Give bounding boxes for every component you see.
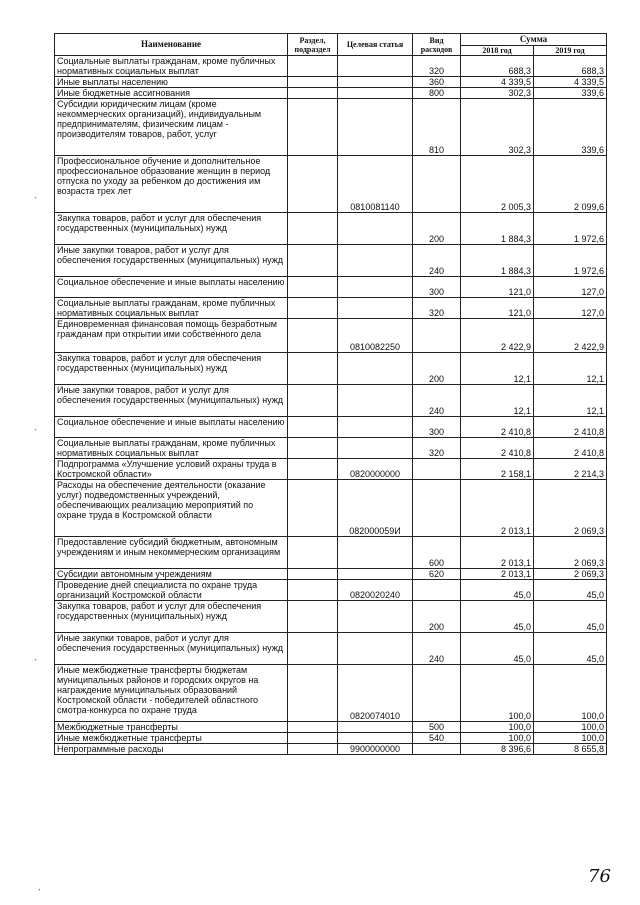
- cell-name: Социальное обеспечение и иные выплаты населению: [55, 277, 288, 298]
- cell-s18: 4 339,5: [461, 77, 534, 88]
- cell-s18: 2 410,8: [461, 417, 534, 438]
- cell-s19: 2 069,3: [534, 569, 607, 580]
- cell-s18: 2 013,1: [461, 569, 534, 580]
- cell-vid: [413, 580, 461, 601]
- table-row: [55, 480, 607, 537]
- cell-vid: 200: [413, 213, 461, 245]
- cell-name: Социальные выплаты гражданам, кроме публичных нормативных социальных выплат: [55, 298, 288, 319]
- cell-vid: 240: [413, 245, 461, 277]
- cell-s18: 12,1: [461, 385, 534, 417]
- cell-s19: 2 214,3: [534, 459, 607, 480]
- header-section: Раздел, подраздел: [288, 34, 338, 56]
- cell-vid: [413, 459, 461, 480]
- cell-s19: 8 655,8: [534, 744, 607, 755]
- cell-vid: [413, 156, 461, 213]
- cell-s18: 1 884,3: [461, 245, 534, 277]
- table-row: [55, 417, 607, 438]
- cell-name: Иные межбюджетные трансферты: [55, 733, 288, 744]
- cell-s19: 4 339,5: [534, 77, 607, 88]
- cell-name: Иные бюджетные ассигнования: [55, 88, 288, 99]
- table-row: [55, 665, 607, 722]
- cell-name: Профессиональное обучение и дополнительное профессиональное образование женщин в период отпуска по уходу за ребенком до достижения им возраста трех лет: [55, 156, 288, 213]
- cell-vid: 240: [413, 633, 461, 665]
- cell-tgt: [338, 298, 413, 319]
- header-target: Целевая статья: [338, 34, 413, 56]
- cell-vid: 620: [413, 569, 461, 580]
- cell-tgt: [338, 633, 413, 665]
- cell-sec: [288, 319, 338, 353]
- cell-sec: [288, 156, 338, 213]
- cell-vid: 320: [413, 56, 461, 77]
- table-row: [55, 156, 607, 213]
- cell-s19: 2 099,6: [534, 156, 607, 213]
- cell-s19: 12,1: [534, 385, 607, 417]
- cell-name: Субсидии юридическим лицам (кроме некоммерческих организаций), индивидуальным предпринимателям, физическим лицам - производителям товаров, работ, услуг: [55, 99, 288, 156]
- table-row: [55, 77, 607, 88]
- cell-tgt: [338, 417, 413, 438]
- cell-s19: 2 069,3: [534, 480, 607, 537]
- cell-sec: [288, 277, 338, 298]
- cell-name: Социальное обеспечение и иные выплаты населению: [55, 417, 288, 438]
- cell-name: Расходы на обеспечение деятельности (оказание услуг) подведомственных учреждений, обеспечивающих реализацию мероприятий по охране труда в Костромской области: [55, 480, 288, 537]
- cell-vid: 320: [413, 438, 461, 459]
- cell-sec: [288, 385, 338, 417]
- cell-vid: [413, 319, 461, 353]
- cell-tgt: [338, 88, 413, 99]
- cell-s19: 45,0: [534, 601, 607, 633]
- cell-s18: 100,0: [461, 722, 534, 733]
- cell-tgt: 0820074010: [338, 665, 413, 722]
- table-row: [55, 438, 607, 459]
- cell-vid: 200: [413, 353, 461, 385]
- cell-name: Иные выплаты населению: [55, 77, 288, 88]
- cell-sec: [288, 722, 338, 733]
- cell-s18: 121,0: [461, 277, 534, 298]
- cell-vid: 300: [413, 277, 461, 298]
- cell-sec: [288, 733, 338, 744]
- cell-sec: [288, 298, 338, 319]
- cell-name: Иные закупки товаров, работ и услуг для обеспечения государственных (муниципальных) нужд: [55, 633, 288, 665]
- cell-s19: 127,0: [534, 298, 607, 319]
- cell-name: Межбюджетные трансферты: [55, 722, 288, 733]
- cell-s18: 2 158,1: [461, 459, 534, 480]
- cell-tgt: [338, 353, 413, 385]
- cell-s18: 100,0: [461, 733, 534, 744]
- cell-vid: 600: [413, 537, 461, 569]
- cell-tgt: 082000059И: [338, 480, 413, 537]
- table-row: [55, 733, 607, 744]
- cell-name: Закупка товаров, работ и услуг для обеспечения государственных (муниципальных) нужд: [55, 213, 288, 245]
- cell-name: Социальные выплаты гражданам, кроме публичных нормативных социальных выплат: [55, 438, 288, 459]
- cell-sec: [288, 353, 338, 385]
- cell-name: Единовременная финансовая помощь безработным гражданам при открытии ими собственного дела: [55, 319, 288, 353]
- cell-s18: 302,3: [461, 99, 534, 156]
- cell-tgt: [338, 733, 413, 744]
- cell-s18: 45,0: [461, 580, 534, 601]
- cell-name: Проведение дней специалиста по охране труда организаций Костромской области: [55, 580, 288, 601]
- cell-s18: 45,0: [461, 601, 534, 633]
- cell-vid: 360: [413, 77, 461, 88]
- table-row: [55, 459, 607, 480]
- table-row: [55, 99, 607, 156]
- cell-vid: 810: [413, 99, 461, 156]
- header-name: Наименование: [55, 34, 288, 56]
- table-row: [55, 56, 607, 77]
- cell-name: Субсидии автономным учреждениям: [55, 569, 288, 580]
- table-row: [55, 722, 607, 733]
- cell-s18: 2 422,9: [461, 319, 534, 353]
- header-sum: Сумма: [461, 34, 607, 46]
- table-row: [55, 245, 607, 277]
- cell-tgt: 0810082250: [338, 319, 413, 353]
- cell-tgt: [338, 569, 413, 580]
- cell-vid: 800: [413, 88, 461, 99]
- cell-tgt: 0810081140: [338, 156, 413, 213]
- cell-tgt: [338, 56, 413, 77]
- cell-s19: 2 410,8: [534, 417, 607, 438]
- header-kind: Вид расходов: [413, 34, 461, 56]
- cell-tgt: [338, 77, 413, 88]
- table-row: [55, 569, 607, 580]
- table-row: [55, 298, 607, 319]
- cell-s18: 1 884,3: [461, 213, 534, 245]
- table-row: [55, 601, 607, 633]
- cell-tgt: [338, 438, 413, 459]
- cell-vid: [413, 665, 461, 722]
- cell-s18: 688,3: [461, 56, 534, 77]
- cell-sec: [288, 99, 338, 156]
- table-row: [55, 213, 607, 245]
- cell-s19: 100,0: [534, 722, 607, 733]
- cell-vid: [413, 480, 461, 537]
- cell-s18: 100,0: [461, 665, 534, 722]
- cell-sec: [288, 56, 338, 77]
- cell-s18: 121,0: [461, 298, 534, 319]
- cell-s19: 45,0: [534, 580, 607, 601]
- cell-name: Предоставление субсидий бюджетным, автономным учреждениям и иным некоммерческим организациям: [55, 537, 288, 569]
- cell-vid: 300: [413, 417, 461, 438]
- cell-name: Подпрограмма «Улучшение условий охраны труда в Костромской области»: [55, 459, 288, 480]
- cell-sec: [288, 633, 338, 665]
- cell-s19: 1 972,6: [534, 213, 607, 245]
- cell-tgt: [338, 722, 413, 733]
- cell-name: Иные закупки товаров, работ и услуг для обеспечения государственных (муниципальных) нужд: [55, 245, 288, 277]
- table-row: [55, 633, 607, 665]
- cell-s19: 339,6: [534, 88, 607, 99]
- cell-s18: 12,1: [461, 353, 534, 385]
- cell-sec: [288, 580, 338, 601]
- cell-s19: 100,0: [534, 733, 607, 744]
- cell-sec: [288, 417, 338, 438]
- cell-vid: 500: [413, 722, 461, 733]
- cell-s18: 2 005,3: [461, 156, 534, 213]
- header-2019: 2019 год: [534, 46, 607, 56]
- cell-name: Социальные выплаты гражданам, кроме публичных нормативных социальных выплат: [55, 56, 288, 77]
- table-row: [55, 319, 607, 353]
- cell-sec: [288, 213, 338, 245]
- header-2018: 2018 год: [461, 46, 534, 56]
- cell-s18: 45,0: [461, 633, 534, 665]
- cell-name: Закупка товаров, работ и услуг для обеспечения государственных (муниципальных) нужд: [55, 353, 288, 385]
- cell-s18: 2 013,1: [461, 480, 534, 537]
- cell-tgt: 0820020240: [338, 580, 413, 601]
- cell-name: Непрограммные расходы: [55, 744, 288, 755]
- cell-name: Иные межбюджетные трансферты бюджетам муниципальных районов и городских округов на награждение муниципальных образований Костромской области - победителей областного смотра-конкурса по охране труда: [55, 665, 288, 722]
- cell-sec: [288, 438, 338, 459]
- table-row: [55, 88, 607, 99]
- cell-tgt: [338, 213, 413, 245]
- table-row: [55, 353, 607, 385]
- cell-tgt: [338, 99, 413, 156]
- table-row: [55, 744, 607, 755]
- table-row: [55, 385, 607, 417]
- cell-s18: 302,3: [461, 88, 534, 99]
- cell-tgt: [338, 385, 413, 417]
- cell-s19: 127,0: [534, 277, 607, 298]
- cell-sec: [288, 77, 338, 88]
- table-body: [55, 56, 607, 755]
- cell-vid: 320: [413, 298, 461, 319]
- cell-s18: 2 013,1: [461, 537, 534, 569]
- cell-s19: 1 972,6: [534, 245, 607, 277]
- cell-sec: [288, 459, 338, 480]
- cell-s19: 339,6: [534, 99, 607, 156]
- table-row: [55, 277, 607, 298]
- page-number: 76: [588, 866, 611, 887]
- budget-table: [54, 33, 607, 755]
- cell-sec: [288, 88, 338, 99]
- cell-s18: 2 410,8: [461, 438, 534, 459]
- cell-sec: [288, 537, 338, 569]
- cell-sec: [288, 744, 338, 755]
- cell-tgt: 0820000000: [338, 459, 413, 480]
- cell-s19: 45,0: [534, 633, 607, 665]
- cell-s19: 2 069,3: [534, 537, 607, 569]
- cell-tgt: [338, 277, 413, 298]
- cell-tgt: [338, 601, 413, 633]
- cell-sec: [288, 245, 338, 277]
- cell-sec: [288, 601, 338, 633]
- table-row: [55, 537, 607, 569]
- cell-tgt: [338, 537, 413, 569]
- cell-s19: 688,3: [534, 56, 607, 77]
- cell-s19: 2 410,8: [534, 438, 607, 459]
- cell-name: Закупка товаров, работ и услуг для обеспечения государственных (муниципальных) нужд: [55, 601, 288, 633]
- cell-tgt: 9900000000: [338, 744, 413, 755]
- cell-name: Иные закупки товаров, работ и услуг для обеспечения государственных (муниципальных) нужд: [55, 385, 288, 417]
- cell-vid: 200: [413, 601, 461, 633]
- table-row: [55, 580, 607, 601]
- cell-s19: 2 422,9: [534, 319, 607, 353]
- cell-vid: 540: [413, 733, 461, 744]
- cell-sec: [288, 665, 338, 722]
- cell-sec: [288, 569, 338, 580]
- cell-vid: [413, 744, 461, 755]
- cell-s19: 100,0: [534, 665, 607, 722]
- cell-vid: 240: [413, 385, 461, 417]
- cell-s19: 12,1: [534, 353, 607, 385]
- cell-tgt: [338, 245, 413, 277]
- cell-sec: [288, 480, 338, 537]
- cell-s18: 8 396,6: [461, 744, 534, 755]
